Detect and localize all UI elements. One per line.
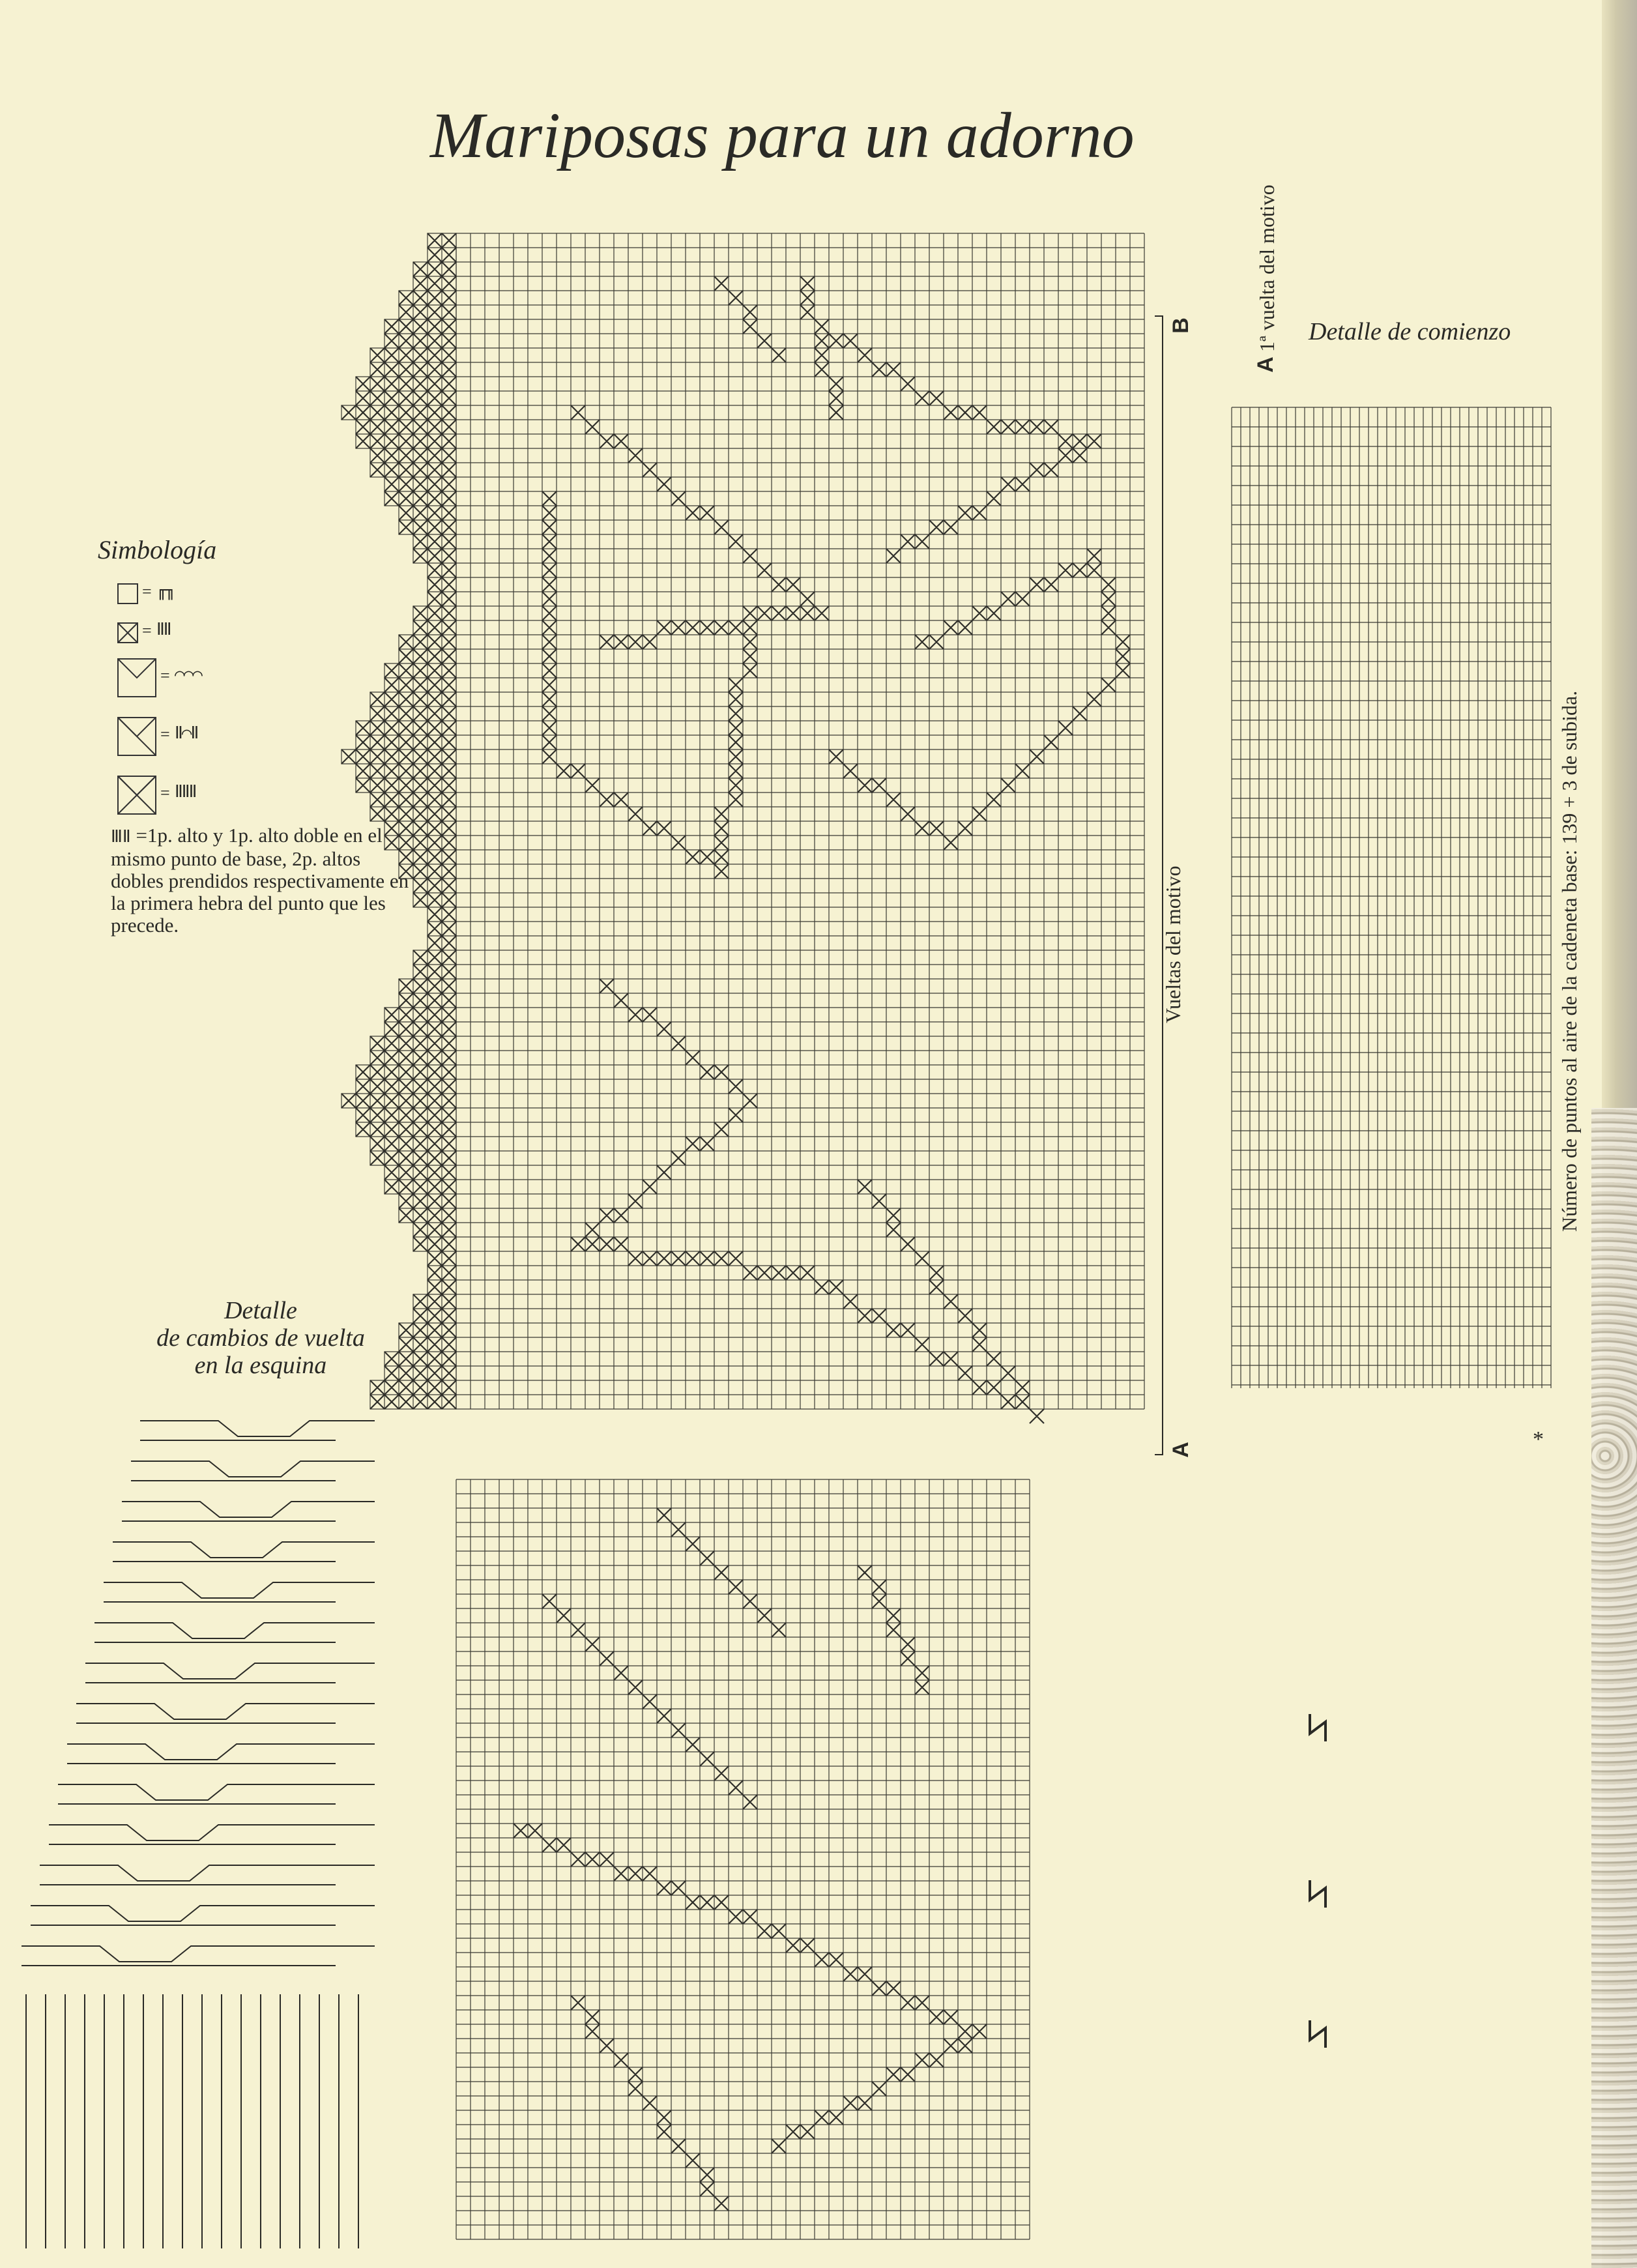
- legend-row: [117, 776, 248, 815]
- page-title: Mariposas para un adorno: [430, 99, 1135, 171]
- legend-equals: =: [160, 783, 170, 802]
- start-detail-grid: [1232, 407, 1551, 1388]
- legend-row: [117, 658, 248, 697]
- crossed-square-icon: [117, 622, 138, 643]
- corner-heading-line-2: de cambios de vuelta: [156, 1324, 365, 1352]
- legend-heading: Simbología: [98, 535, 217, 564]
- legend-note-text: =1p. alto y 1p. alto doble en el mismo punto de base, 2p. altos dobles prendidos respectivamente en la primera hebra del punto que les precede.: [111, 824, 409, 937]
- stitch-symbol-icon: ⅡⅡ: [156, 620, 171, 639]
- start-detail-heading: Detalle de comienzo: [1309, 318, 1511, 345]
- legend-note: [111, 824, 411, 937]
- stitch-symbol-icon: ╓╖: [156, 581, 175, 600]
- legend-equals: =: [160, 725, 170, 744]
- legend-row: [117, 622, 248, 662]
- legend-row: [117, 717, 248, 756]
- legend-equals: =: [160, 666, 170, 685]
- butterfly-motif-lower: [514, 1508, 987, 2211]
- upper-chart-grid: [456, 233, 1144, 1409]
- break-mark-icon: [1310, 1714, 1326, 1741]
- legend-equals: =: [142, 582, 152, 601]
- corner-heading-line-3: en la esquina: [194, 1352, 327, 1379]
- corner-detail-diagram: [22, 1421, 375, 2248]
- marker-b: B: [1168, 317, 1193, 334]
- empty-square-icon: [117, 583, 138, 604]
- asterisk: *: [1533, 1427, 1544, 1451]
- break-mark-icon: [1310, 1880, 1326, 1908]
- break-mark-icon: [1310, 2020, 1326, 2048]
- v-diagonal-square-icon: [117, 717, 156, 756]
- stitch-symbol-icon: ⅡⅡⅡ: [175, 782, 196, 802]
- v-cross-square-icon: [117, 776, 156, 815]
- corner-heading-line-1: Detalle: [224, 1297, 297, 1324]
- first-row-marker: A: [1253, 356, 1278, 373]
- marker-a: A: [1168, 1442, 1193, 1458]
- stitch-symbol-icon: ⌒⌒⌒: [175, 665, 201, 684]
- combined-stitch-icon: ⅢⅡ: [111, 827, 131, 847]
- legend-row: [117, 583, 248, 622]
- v-square-icon: [117, 658, 156, 697]
- base-chain-note: Número de puntos al aire de la cadeneta base: 139 + 3 de subida.: [1557, 690, 1581, 1232]
- legend-equals: =: [142, 621, 152, 640]
- motif-rows-label: Vueltas del motivo: [1161, 865, 1185, 1023]
- stitch-symbol-icon: Ⅱ⌒Ⅱ: [175, 723, 198, 743]
- first-row-label: 1ª vuelta del motivo: [1255, 184, 1279, 352]
- corner-detail-heading: [117, 1297, 404, 1379]
- scalloped-edge: [341, 233, 456, 1409]
